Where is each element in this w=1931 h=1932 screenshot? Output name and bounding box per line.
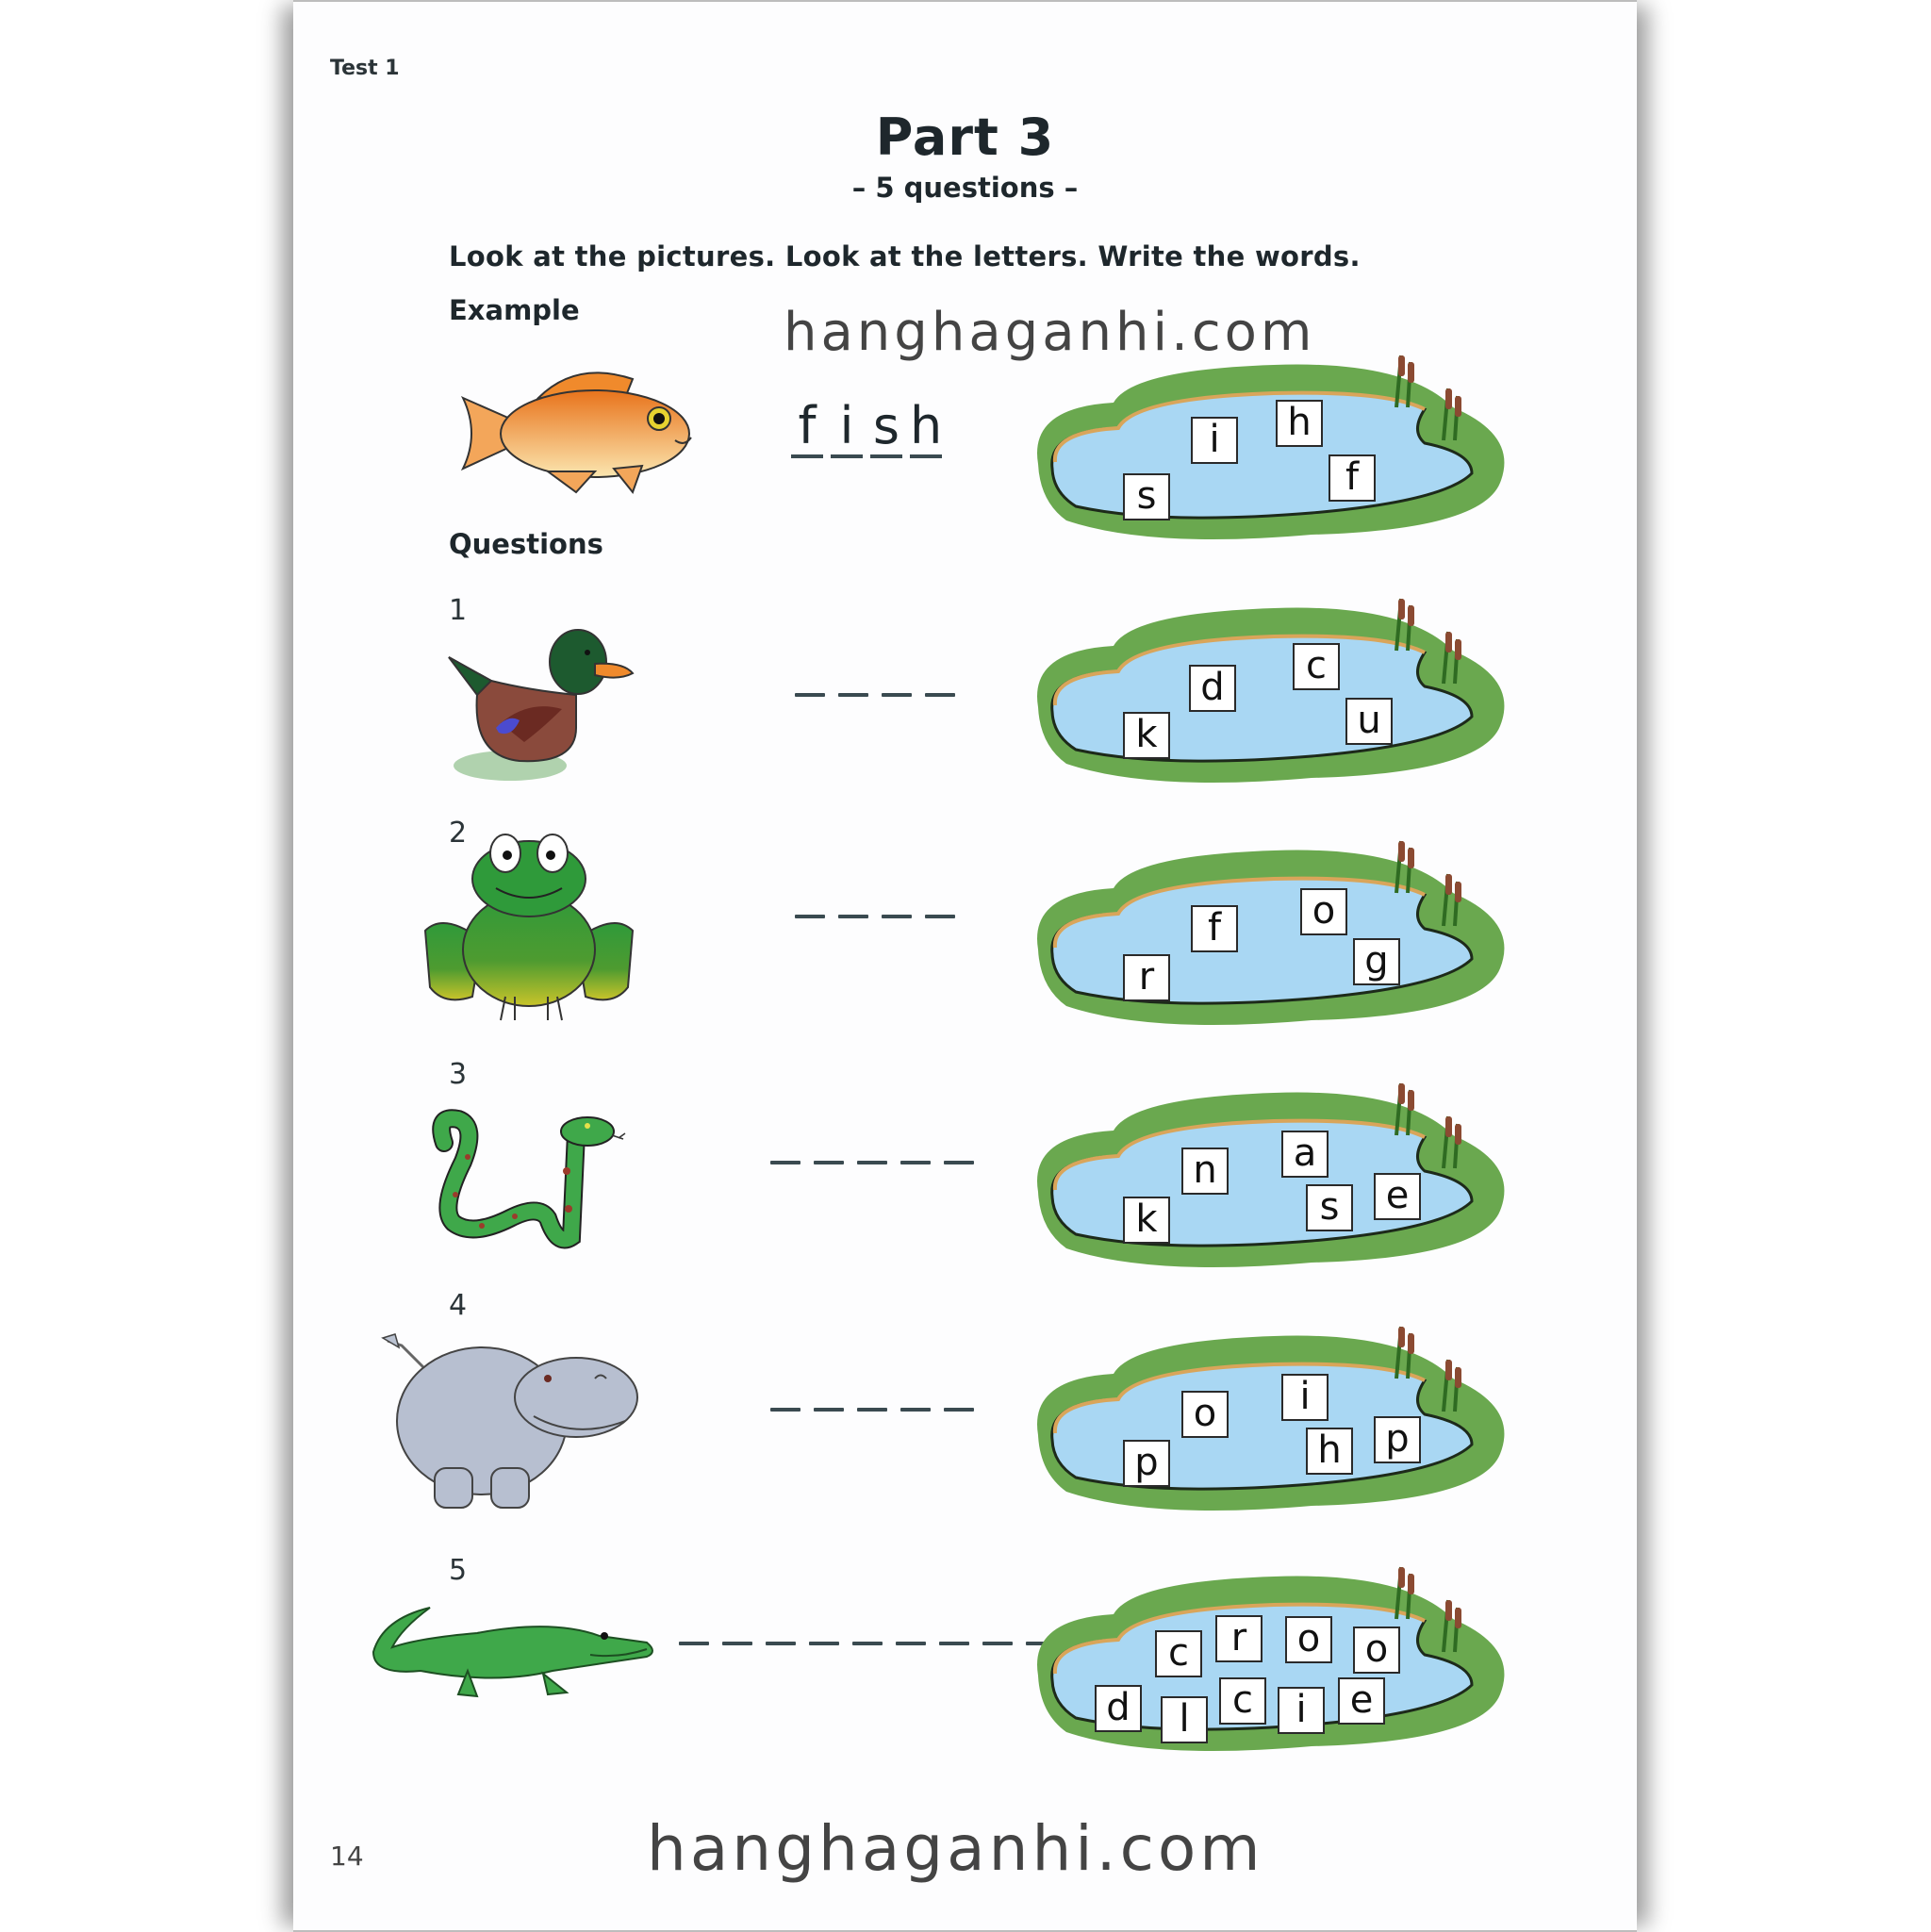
watermark-bottom: hanghaganhi.com (647, 1812, 1264, 1885)
letter-tile: i (1278, 1687, 1325, 1734)
question-number: 2 (449, 817, 468, 850)
example-answer (791, 398, 942, 458)
letter-tile: o (1300, 888, 1347, 935)
letter-tile: o (1285, 1616, 1332, 1663)
question-1-pond (1029, 594, 1510, 792)
letter-tile: n (1181, 1148, 1229, 1195)
frog-illustration (416, 827, 642, 1029)
pond-icon (1029, 836, 1510, 1034)
worksheet-page (293, 0, 1637, 1932)
hippo-illustration (378, 1327, 642, 1519)
letter-tile: p (1123, 1440, 1170, 1487)
question-number: 1 (449, 594, 468, 627)
letter-tile: h (1306, 1428, 1353, 1475)
letter-tile: i (1191, 417, 1238, 464)
pond-icon (1029, 594, 1510, 792)
question-number: 3 (449, 1058, 468, 1091)
answer-blanks[interactable] (795, 915, 955, 918)
crocodile-illustration (364, 1600, 666, 1717)
letter-tile: e (1338, 1677, 1385, 1725)
example-label: Example (449, 294, 580, 326)
letter-tile: h (1276, 400, 1323, 447)
pond-icon (1029, 1079, 1510, 1277)
test-label: Test 1 (330, 57, 400, 80)
letter-tile: k (1123, 712, 1170, 759)
letter-tile: s (1123, 473, 1170, 520)
answer-blanks[interactable] (679, 1642, 1056, 1645)
answer-blanks[interactable] (770, 1161, 974, 1164)
page-number: 14 (330, 1841, 364, 1872)
question-4-pond (1029, 1322, 1510, 1520)
fish-illustration (444, 360, 727, 505)
example-pond (1029, 351, 1510, 549)
question-number: 4 (449, 1289, 468, 1322)
letter-tile: g (1353, 938, 1400, 985)
pond-icon (1029, 351, 1510, 549)
answer-letter: i (831, 398, 863, 458)
letter-tile: o (1353, 1627, 1400, 1674)
question-2-pond (1029, 836, 1510, 1034)
letter-tile: c (1219, 1677, 1266, 1725)
letter-tile: i (1281, 1374, 1329, 1421)
letter-tile: u (1345, 698, 1393, 745)
letter-tile: a (1281, 1131, 1329, 1178)
letter-tile: d (1095, 1685, 1142, 1732)
letter-tile: e (1374, 1173, 1421, 1220)
snake-illustration (425, 1105, 633, 1260)
question-3-pond (1029, 1079, 1510, 1277)
answer-blanks[interactable] (795, 693, 955, 697)
answer-blanks[interactable] (770, 1408, 974, 1412)
letter-tile: s (1306, 1184, 1353, 1231)
letter-tile: c (1155, 1630, 1202, 1677)
answer-letter: s (870, 398, 902, 458)
letter-tile: f (1191, 905, 1238, 952)
letter-tile: p (1374, 1416, 1421, 1463)
letter-tile: d (1189, 665, 1236, 712)
letter-tile: r (1215, 1615, 1263, 1662)
page-title: Part 3 (875, 107, 1055, 167)
letter-tile: o (1181, 1391, 1229, 1438)
watermark-top: hanghaganhi.com (784, 302, 1316, 363)
letter-tile: l (1161, 1696, 1208, 1743)
letter-tile: c (1293, 643, 1340, 690)
instruction-text: Look at the pictures. Look at the letters. Write the words. (449, 240, 1361, 272)
page-subtitle: – 5 questions – (851, 172, 1079, 204)
letter-tile: f (1329, 454, 1376, 502)
question-number: 5 (449, 1554, 468, 1587)
answer-letter: f (791, 398, 823, 458)
letter-tile: k (1123, 1197, 1170, 1244)
pond-icon (1029, 1322, 1510, 1520)
questions-label: Questions (449, 528, 603, 560)
question-5-pond (1029, 1562, 1510, 1760)
letter-tile: r (1123, 954, 1170, 1001)
answer-letter: h (910, 398, 942, 458)
duck-illustration (435, 605, 670, 798)
